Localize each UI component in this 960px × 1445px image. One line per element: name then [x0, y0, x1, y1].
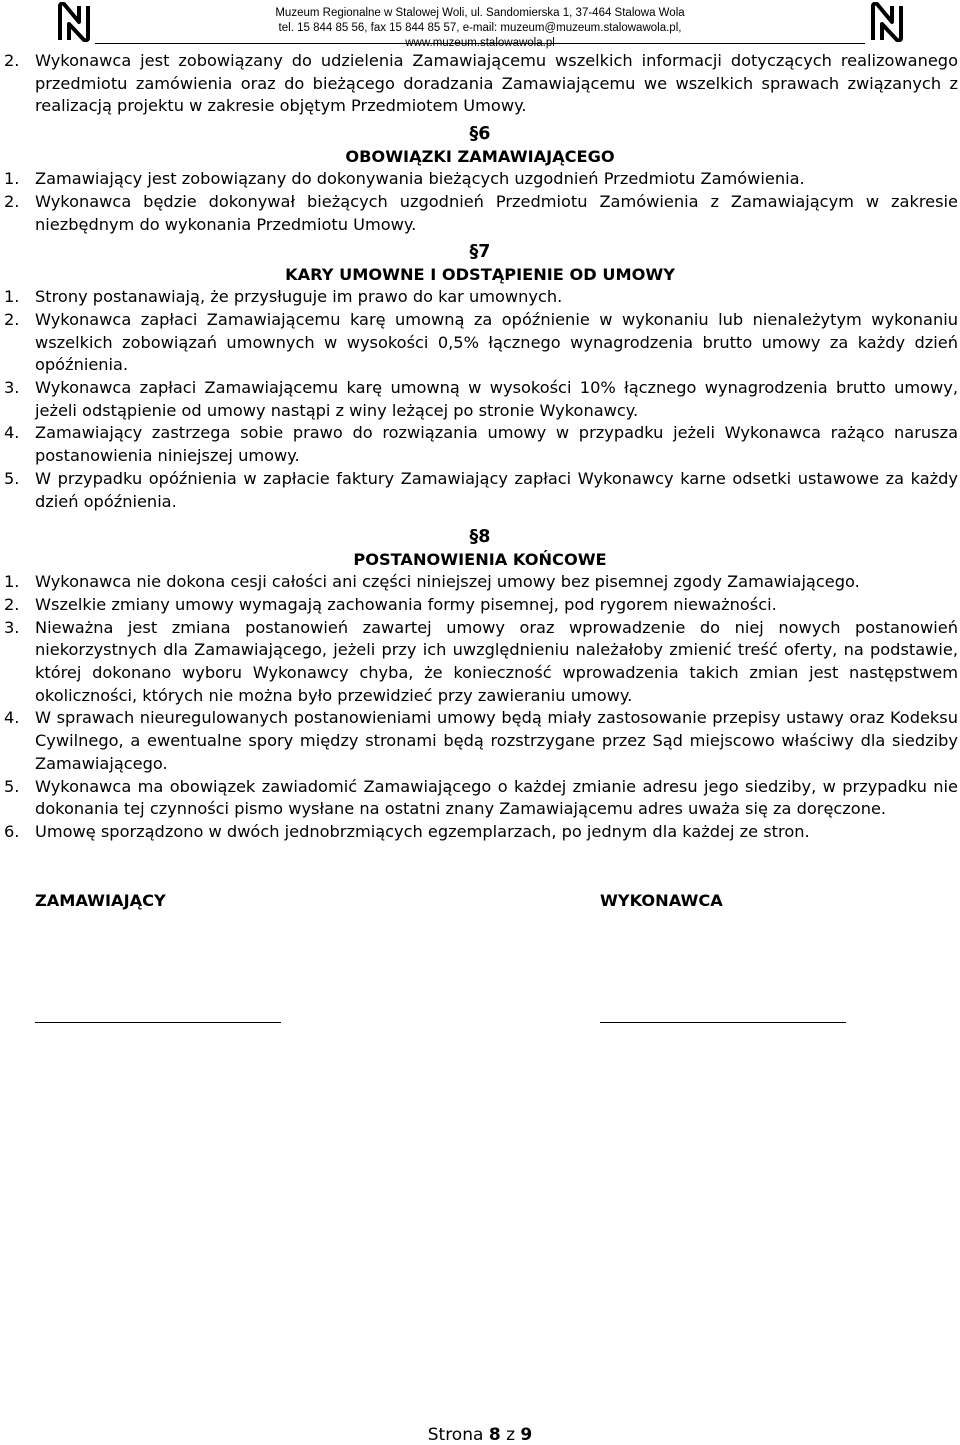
header-line-1: Muzeum Regionalne w Stalowej Woli, ul. Sandomierska 1, 37-464 Stalowa Wola [275, 7, 685, 19]
page-word: Strona [427, 1425, 484, 1445]
list-item [0, 468, 960, 513]
item-number: 2. [4, 191, 20, 211]
item-number: 1. [4, 287, 20, 307]
item-text: Strony postanawiają, że przysługuje im prawo do kar umownych. [35, 287, 563, 307]
list-item [0, 191, 960, 236]
signature-line-contractor [600, 1022, 846, 1023]
item-text: Wykonawca nie dokona cesji całości ani części niniejszej umowy bez pisemnej zgody Zamawiającego. [35, 572, 860, 592]
list-item [0, 309, 960, 377]
list-item [0, 571, 960, 594]
list-item [0, 821, 960, 844]
signature-label-client: ZAMAWIAJĄCY [35, 891, 166, 910]
item-number: 5. [4, 776, 20, 796]
item-number: 4. [4, 423, 20, 443]
page-of-word: z [506, 1425, 515, 1445]
item-number: 3. [4, 378, 20, 398]
section-7-list [0, 286, 960, 513]
list-item [0, 168, 960, 191]
page-current: 8 [488, 1425, 501, 1445]
item-text: Zamawiający jest zobowiązany do dokonywania bieżących uzgodnień Przedmiotu Zamówienia. [35, 169, 805, 189]
list-item [0, 377, 960, 422]
signature-line-client [35, 1022, 281, 1023]
section-symbol: §6 [469, 124, 491, 145]
item-number: 6. [4, 821, 20, 841]
signature-label-contractor: WYKONAWCA [600, 891, 723, 910]
item-text: Wykonawca jest zobowiązany do udzielenia Zamawiającemu wszelkich informacji dotyczących realizowanego przedmiotu zamówienia oraz do bieżącego doradzania Zamawiającemu we wszelkich sprawach związanych z realizacją projektu w zakresie objętym Przedmiotem Umowy. [35, 51, 958, 116]
list-item [0, 50, 960, 118]
item-number: 2. [4, 51, 20, 70]
item-text: Wykonawca zapłaci Zamawiającemu karę umowną w wysokości 10% łącznego wynagrodzenia brutto umowy, jeżeli odstąpienie od umowy nastąpi z winy leżącej po stronie Wykonawcy. [35, 378, 958, 420]
item-number: 2. [4, 309, 20, 329]
museum-logo-icon [870, 2, 904, 42]
item-number: 2. [4, 594, 20, 614]
page-total: 9 [520, 1425, 533, 1445]
list-item [0, 707, 960, 775]
document-body [0, 50, 960, 844]
item-text: Nieważna jest zmiana postanowień zawartej umowy oraz wprowadzenie do niej nowych postanowień niekorzystnych dla Zamawiającego, jeżeli przy ich uwzględnieniu należałoby zmienić treść oferty, na podstawie, której dokonano wyboru Wykonawcy chyba, że konieczność wprowadzenia takich zmian jest następstwem okoliczności, których nie można było przewidzieć przy zawieraniu umowy. [35, 617, 958, 705]
item-number: 5. [4, 468, 20, 488]
item-text: Zamawiający zastrzega sobie prawo do rozwiązania umowy w przypadku jeżeli Wykonawca rażąco narusza postanowienia niniejszej umowy. [35, 423, 958, 466]
section-title: OBOWIĄZKI ZAMAWIAJĄCEGO [345, 147, 615, 167]
item-text: Wykonawca ma obowiązek zawiadomić Zamawiającego o każdej zmianie adresu jego siedziby, w przypadku nie dokonania tej czynności pismo wysłane na ostatni znany Zamawiającemu adres uważa się za doręczone. [35, 776, 958, 819]
item-number: 3. [4, 617, 20, 637]
section-symbol: §8 [469, 527, 491, 548]
list-item [0, 617, 960, 708]
item-text: Wykonawca zapłaci Zamawiającemu karę umowną za opóźnienie w wykonaniu lub nienależytym wykonaniu wszelkich zobowiązań umownych w wysokości 0,5% łącznego wynagrodzenia brutto umowy za każdy dzień opóźnienia. [35, 309, 958, 375]
item-number: 1. [4, 169, 20, 189]
item-number: 1. [4, 572, 20, 592]
header-address [250, 6, 710, 51]
list-item [0, 422, 960, 467]
item-text: Wszelkie zmiany umowy wymagają zachowania formy pisemnej, pod rygorem nieważności. [35, 594, 777, 614]
section-8-list [0, 571, 960, 843]
section-6-list [0, 168, 960, 236]
header-divider [95, 43, 865, 44]
list-item [0, 776, 960, 821]
item-text: Umowę sporządzono w dwóch jednobrzmiących egzemplarzach, po jednym dla każdej ze stron. [35, 821, 810, 841]
item-text: W przypadku opóźnienia w zapłacie faktury Zamawiający zapłaci Wykonawcy karne odsetki ustawowe za każdy dzień opóźnienia. [35, 468, 958, 511]
list-item [0, 286, 960, 309]
section-symbol: §7 [469, 242, 491, 263]
item-number: 4. [4, 708, 20, 728]
item-text: Wykonawca będzie dokonywał bieżących uzgodnień Przedmiotu Zamówienia z Zamawiającym w zakresie niezbędnym do wykonania Przedmiotu Umowy. [35, 191, 958, 234]
museum-logo-icon [57, 2, 91, 42]
page-header [0, 0, 960, 48]
header-line-2: tel. 15 844 85 56, fax 15 844 85 57, e-mail: muzeum@muzeum.stalowawola.pl, www.muzeum.stalowawola.pl [278, 22, 682, 49]
section-title: POSTANOWIENIA KOŃCOWE [353, 550, 607, 570]
section-title: KARY UMOWNE I ODSTĄPIENIE OD UMOWY [285, 265, 675, 285]
list-item [0, 594, 960, 617]
item-text: W sprawach nieuregulowanych postanowieniami umowy będą miały zastosowanie przepisy ustawy oraz Kodeksu Cywilnego, a ewentualne spory między stronami będą rozstrzygane przez Sąd miejscowo właściwy dla siedziby Zamawiającego. [35, 708, 958, 773]
page-footer [0, 1425, 960, 1445]
